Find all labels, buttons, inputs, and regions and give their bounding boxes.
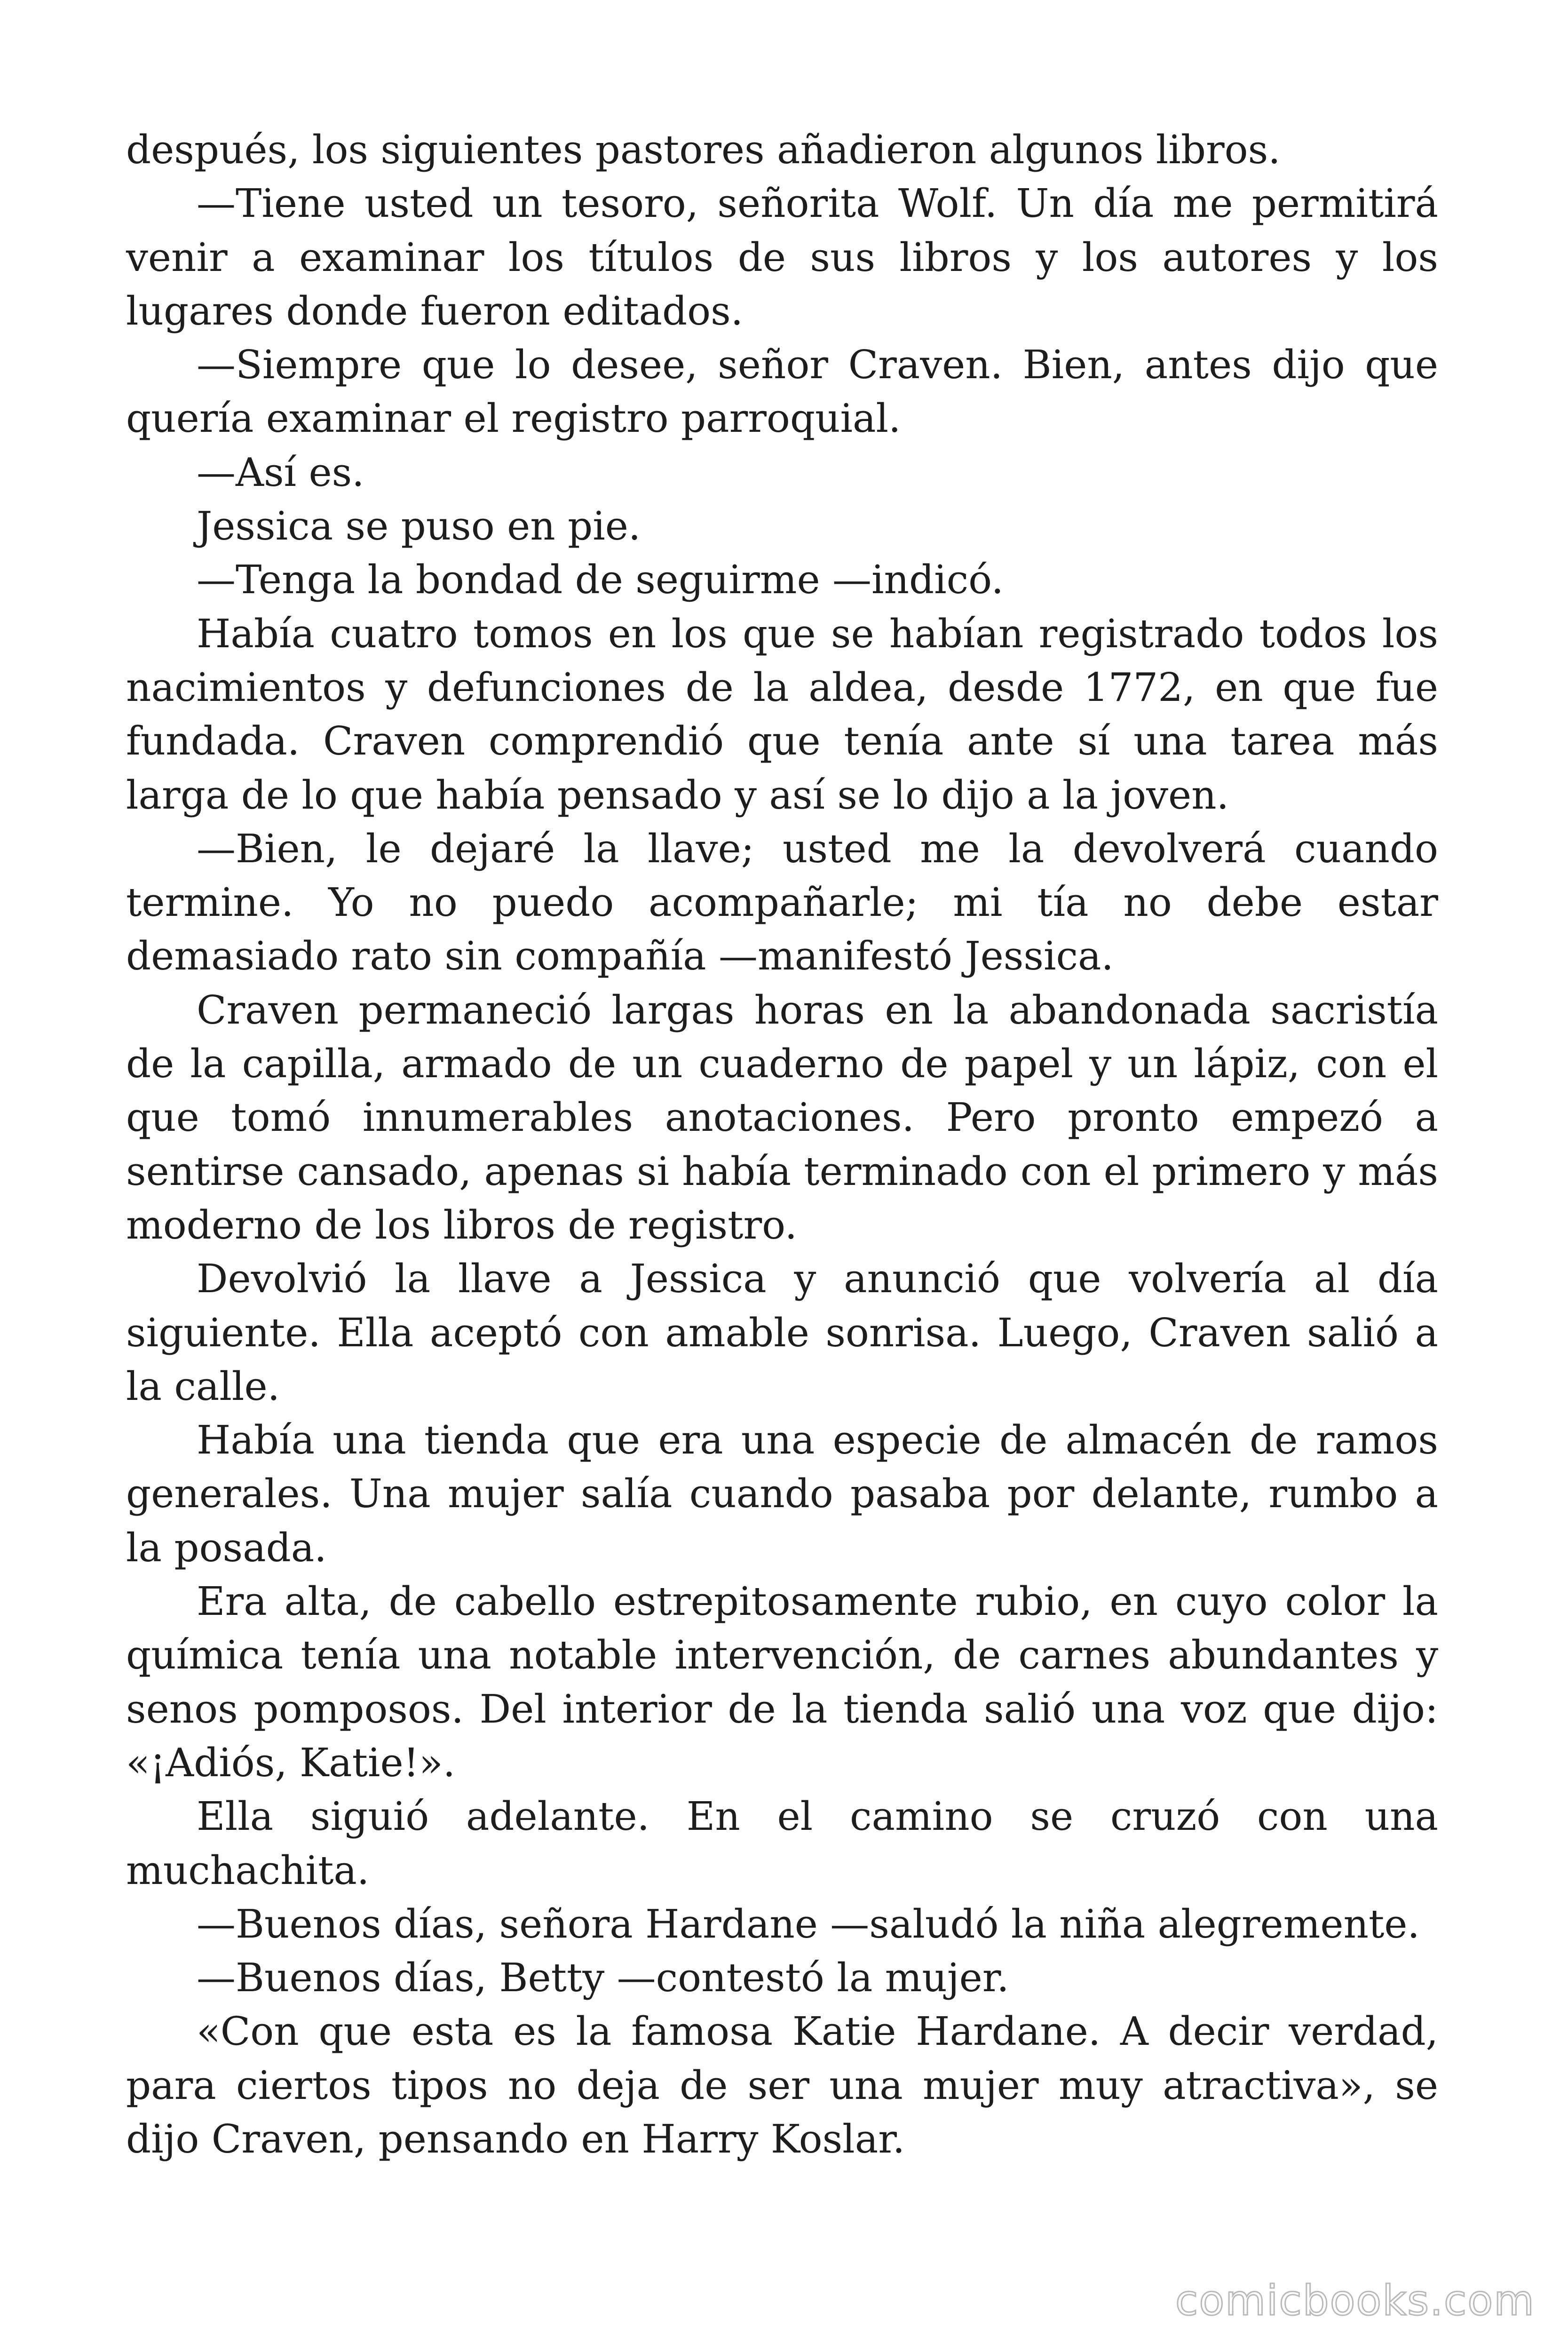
watermark: comicbooks.com	[1175, 2276, 1535, 2325]
paragraph: Jessica se puso en pie.	[197, 503, 641, 549]
paragraph: —Tenga la bondad de seguirme —indicó.	[197, 557, 1004, 603]
paragraph: «Con que esta es la famosa Katie Hardane. A decir verdad, para ciertos tipos no deja de ser una mujer muy atractiva», se dijo Craven, pensando en Harry Koslar.	[126, 2009, 1438, 2162]
paragraph: —Bien, le dejaré la llave; usted me la devolverá cuando termine. Yo no puedo acompañarle; mi tía no debe estar demasiado rato sin compañía —manifestó Jessica.	[126, 826, 1438, 979]
paragraph: —Buenos días, Betty —contestó la mujer.	[197, 1955, 1009, 2001]
paragraph: Había una tienda que era una especie de almacén de ramos generales. Una mujer salía cuando pasaba por delante, rumbo a la posada.	[126, 1417, 1438, 1571]
paragraph: —Tiene usted un tesoro, señorita Wolf. Un día me permitirá venir a examinar los títulos de sus libros y los autores y los lugares donde fueron editados.	[126, 181, 1438, 334]
paragraph: Había cuatro tomos en los que se habían registrado todos los nacimientos y defunciones de la aldea, desde 1772, en que fue fundada. Craven comprendió que tenía ante sí una tarea más larga de lo que había pensado y así se lo dijo a la joven.	[126, 611, 1438, 818]
body-text	[126, 123, 1438, 2166]
paragraph: Ella siguió adelante. En el camino se cruzó con una muchachita.	[126, 1794, 1438, 1893]
paragraph: —Así es.	[197, 449, 364, 495]
paragraph: —Buenos días, señora Hardane —saludó la niña alegremente.	[197, 1901, 1420, 1947]
paragraph: Devolvió la llave a Jessica y anunció que volvería al día siguiente. Ella aceptó con amable sonrisa. Luego, Craven salió a la calle.	[126, 1256, 1438, 1409]
paragraph: Craven permaneció largas horas en la abandonada sacristía de la capilla, armado de un cuaderno de papel y un lápiz, con el que tomó innumerables anotaciones. Pero pronto empezó a sentirse cansado, apenas si había terminado con el primero y más moderno de los libros de registro.	[126, 987, 1438, 1248]
paragraph: después, los siguientes pastores añadieron algunos libros.	[126, 127, 1281, 173]
paragraph: Era alta, de cabello estrepitosamente rubio, en cuyo color la química tenía una notable intervención, de carnes abundantes y senos pomposos. Del interior de la tienda salió una voz que dijo: «¡Adiós, Katie!».	[126, 1579, 1438, 1786]
paragraph: —Siempre que lo desee, señor Craven. Bien, antes dijo que quería examinar el registro parroquial.	[126, 342, 1438, 442]
